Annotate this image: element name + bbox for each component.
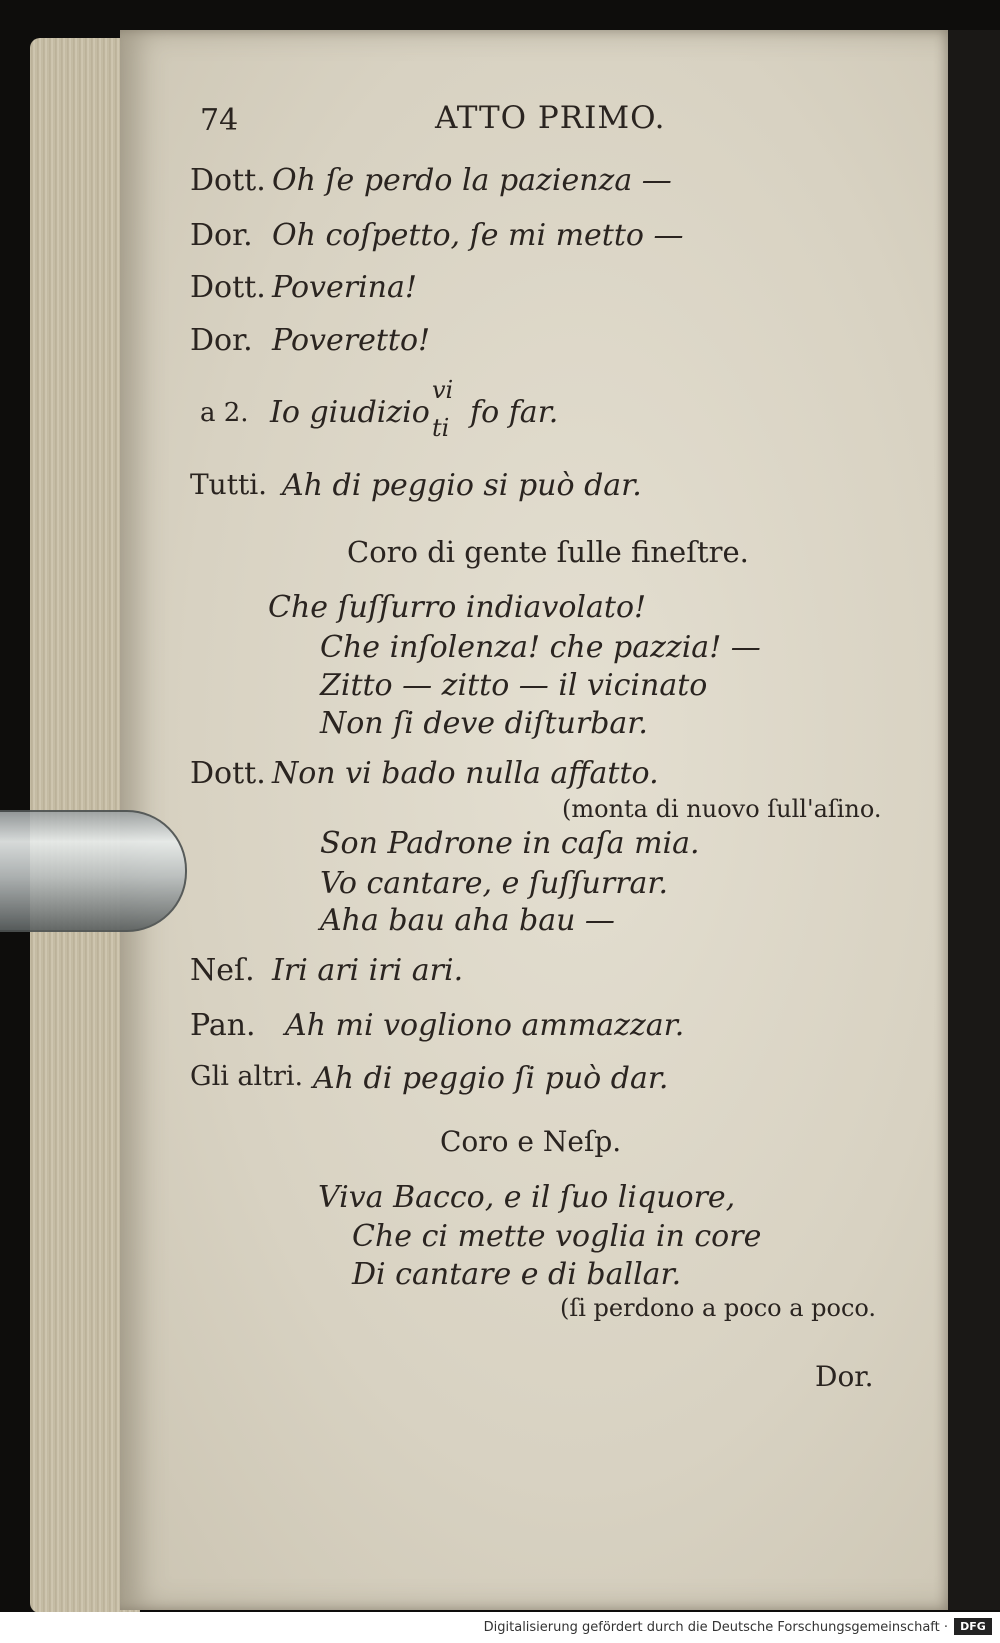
line-text: Poveretto! bbox=[272, 323, 431, 358]
page-number: 74 bbox=[200, 103, 239, 138]
stage-direction: (monta di nuovo ſull'aſino. bbox=[562, 795, 882, 823]
dfg-logo: DFG bbox=[954, 1618, 992, 1635]
page-title: ATTO PRIMO. bbox=[435, 100, 666, 136]
variant-bottom: ti bbox=[432, 414, 450, 442]
speaker: Gli altri. bbox=[190, 1061, 304, 1092]
speaker: Dor. bbox=[190, 323, 253, 358]
line-text: Io giudizio bbox=[270, 395, 430, 430]
line-text: Oh coſpetto, ſe mi metto — bbox=[272, 218, 684, 253]
stage-direction: (ſi perdono a poco a poco. bbox=[560, 1294, 877, 1322]
verse-line: Zitto — zitto — il vicinato bbox=[320, 668, 708, 703]
verse-line: Vo cantare, e ſuſſurrar. bbox=[320, 866, 669, 901]
verse-line: Che ci mette voglia in core bbox=[352, 1219, 762, 1254]
speaker: Neſ. bbox=[190, 953, 255, 988]
footer-bar bbox=[0, 1612, 1000, 1643]
line-text: Ah mi vogliono ammazzar. bbox=[285, 1008, 685, 1043]
speaker: Dott. bbox=[190, 163, 266, 198]
line-text: fo far. bbox=[470, 395, 559, 430]
line-text: Oh ſe perdo la pazienza — bbox=[272, 163, 672, 198]
verse-line: Che inſolenza! che pazzia! — bbox=[320, 630, 761, 665]
verse-line: Non ſi deve diſturbar. bbox=[320, 706, 648, 741]
speaker: Pan. bbox=[190, 1008, 256, 1043]
speaker: a 2. bbox=[200, 398, 249, 428]
line-text: Iri ari iri ari. bbox=[272, 953, 464, 988]
speaker: Dor. bbox=[190, 218, 253, 253]
page-clip bbox=[0, 810, 187, 932]
verse-line: Che ſuſſurro indiavolato! bbox=[268, 590, 647, 625]
footer-credit: Digitalisierung gefördert durch die Deutsche Forschungsgemeinschaft · bbox=[483, 1620, 948, 1635]
verse-line: Viva Bacco, e il ſuo liquore, bbox=[318, 1180, 736, 1215]
verse-line: Aha bau aha bau — bbox=[320, 903, 615, 938]
speaker: Tutti. bbox=[190, 468, 268, 501]
line-text: Poverina! bbox=[272, 270, 417, 305]
stage-direction: Coro e Neſp. bbox=[440, 1125, 622, 1158]
verse-line: Son Padrone in caſa mia. bbox=[320, 826, 700, 861]
gutter bbox=[948, 30, 1000, 1610]
speaker: Dott. bbox=[190, 270, 266, 305]
stage-direction: Coro di gente ſulle fineſtre. bbox=[347, 535, 749, 569]
speaker: Dott. bbox=[190, 756, 266, 791]
verse-line: Di cantare e di ballar. bbox=[352, 1257, 682, 1292]
catchword: Dor. bbox=[815, 1360, 874, 1393]
line-text: Ah di peggio si può dar. bbox=[282, 468, 642, 503]
line-text: Ah di peggio ſi può dar. bbox=[313, 1061, 669, 1096]
line-text: Non vi bado nulla affatto. bbox=[272, 756, 659, 791]
variant-top: vi bbox=[432, 376, 454, 404]
